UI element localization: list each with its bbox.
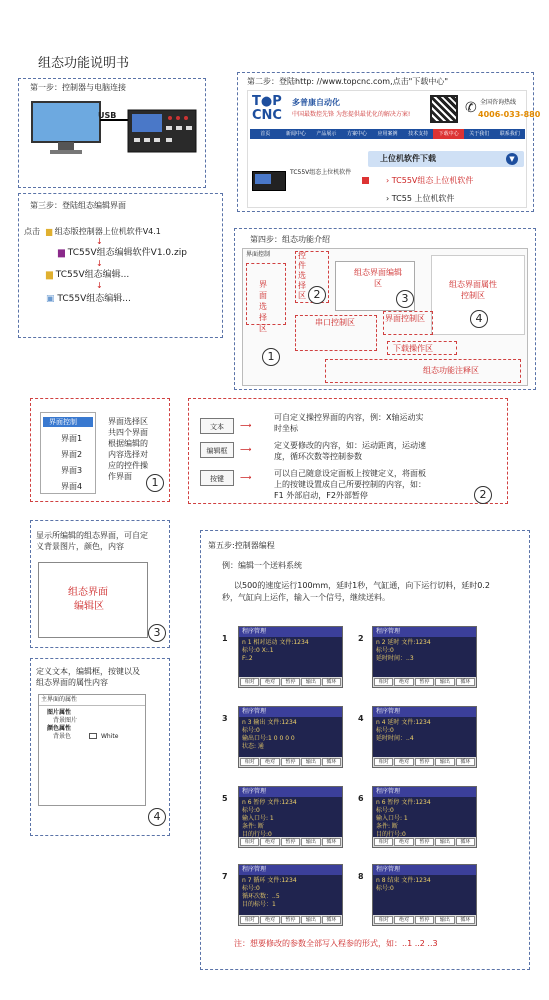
step3-title: 第三步：登陆组态编辑界面	[30, 201, 126, 210]
panel3-desc-1: 显示所编辑的组态界面，可自定	[36, 531, 148, 540]
softkey-button[interactable]: 绝对	[394, 758, 413, 766]
area-iface-label: 界面控制区	[385, 314, 425, 323]
softkey-button[interactable]: 绝对	[260, 678, 279, 686]
softkey-button[interactable]: 暂停	[415, 678, 434, 686]
site-slogan: 中国最数控先锋 为您提供最优化的解决方案!	[292, 111, 411, 118]
download-item-1-label: TC55V组态上位机软件	[391, 176, 474, 185]
step5-example: 例：编辑一个送料系统	[222, 561, 302, 570]
panel1-desc-3: 根据编辑的	[108, 439, 148, 448]
softkey-button[interactable]: 相对	[374, 678, 393, 686]
screen-softkeys	[239, 915, 342, 925]
screen-header: 程序管理	[373, 627, 476, 637]
panel3-desc-2: 义背景图片，颜色，内容	[36, 542, 124, 551]
screen-softkeys	[373, 677, 476, 687]
file-item-4[interactable]	[46, 294, 131, 305]
panel2-row1-desc-2: 时坐标	[274, 424, 298, 433]
site-logo-top: T●P	[252, 94, 282, 109]
softkey-button[interactable]: 相对	[374, 916, 393, 924]
tree-item[interactable]: 界面2	[61, 450, 83, 459]
softkey-button[interactable]: 绝对	[260, 838, 279, 846]
screen-line: F:.2	[242, 655, 253, 662]
softkey-button[interactable]: 暂停	[415, 838, 434, 846]
tree-control	[40, 412, 96, 494]
screen-header: 程序管理	[239, 707, 342, 717]
screen-line: n 6 暂停 文件:1234	[242, 799, 297, 806]
step5-desc-1: 以500的速度运行100mm，延时1秒，气缸通，向下运行切料，延时0.2	[234, 581, 490, 590]
screen-line: n 3 输出 文件:1234	[242, 719, 297, 726]
nav-item[interactable]: 产品展示	[316, 131, 337, 137]
screen-line: n 7 循环 文件:1234	[242, 877, 297, 884]
screen-line: 标号:0	[376, 647, 394, 654]
screen-body	[239, 875, 342, 915]
site-nav	[250, 129, 525, 139]
screen-line: 标号:0	[242, 807, 260, 814]
softkey-button[interactable]: 暂停	[281, 758, 300, 766]
softkey-button[interactable]: 循环	[456, 758, 475, 766]
step3-box	[18, 193, 223, 338]
step5-note: 注：想要修改的参数全部写入程参的形式，如：..1 ..2 ..3	[234, 939, 438, 948]
screen-line: 状态: 通	[242, 743, 264, 750]
marker-2: 2	[308, 286, 326, 304]
area-select-label: 界面选择区	[259, 280, 267, 333]
screen-body	[239, 637, 342, 677]
softkey-button[interactable]: 输出	[435, 838, 454, 846]
panel4-desc-2: 组态界面的属性内容	[36, 678, 108, 687]
panel2-row3-desc-1: 可以自己随意设定面板上按键定义，将面板	[274, 469, 426, 478]
file-item-1-label: 组态版控制器上位机软件V4.1	[54, 227, 161, 236]
file-item-4-label: TC55V组态编辑...	[57, 294, 131, 304]
screen-line: n 1 相对运动 文件:1234	[242, 639, 309, 646]
tree-item[interactable]: 界面4	[61, 482, 83, 491]
panel2-row2-desc-1: 定义要修改的内容，如：运动距离，运动速	[274, 441, 426, 450]
file-item-2[interactable]	[58, 248, 187, 259]
area-download-label: 下载操作区	[393, 344, 433, 353]
softkey-button[interactable]: 循环	[322, 678, 341, 686]
softkey-button[interactable]: 循环	[456, 678, 475, 686]
marker-4: 4	[470, 310, 488, 328]
archive-icon: ▆	[58, 248, 65, 258]
arrow-down-icon: ↓	[96, 281, 103, 290]
panel2-row3-desc-3: F1 外部启动，F2外部暂停	[274, 491, 368, 500]
screen-number: 5	[222, 794, 228, 803]
property-panel	[38, 694, 146, 806]
click-label: 点击	[24, 227, 40, 236]
screen-softkeys	[373, 837, 476, 847]
softkey-button[interactable]: 输出	[301, 758, 320, 766]
screen-header: 程序管理	[373, 865, 476, 875]
screen-number: 4	[358, 714, 364, 723]
softkey-button[interactable]: 相对	[240, 838, 259, 846]
editbox-control-sample: 编辑框	[200, 442, 234, 458]
qr-code-icon	[430, 95, 458, 123]
controller-thumbnail	[252, 171, 286, 191]
panel2-marker: 2	[474, 486, 492, 504]
screen-line: 输出口号:1 0 0 0 0	[242, 735, 295, 742]
softkey-button[interactable]: 相对	[374, 758, 393, 766]
softkey-button[interactable]: 绝对	[260, 758, 279, 766]
screen-line: 输入口号: 1	[242, 815, 274, 822]
panel1-marker: 1	[146, 474, 164, 492]
screen-softkeys	[373, 757, 476, 767]
screen-header: 程序管理	[239, 627, 342, 637]
device-label: TC55V组态上位机软件	[290, 169, 352, 176]
button-control-sample: 按键	[200, 470, 234, 486]
softkey-button[interactable]: 暂停	[281, 838, 300, 846]
softkey-button[interactable]: 相对	[374, 838, 393, 846]
panel2-row2-desc-2: 度，循环次数等控制参数	[274, 452, 362, 461]
screen-number: 8	[358, 872, 364, 881]
property-title: 主界面的属性	[41, 696, 78, 703]
monitor-icon	[32, 102, 100, 142]
computer-illustration	[28, 96, 203, 166]
download-title: 上位机软件下载	[380, 154, 436, 163]
screen-line: 标号:0 X:.1	[242, 647, 274, 654]
softkey-button[interactable]: 绝对	[260, 916, 279, 924]
softkey-button[interactable]: 相对	[240, 916, 259, 924]
area-serial-label: 串口控制区	[315, 318, 355, 327]
folder-icon: ▆	[46, 227, 53, 236]
application-icon: ▣	[46, 294, 55, 304]
softkey-button[interactable]: 循环	[322, 838, 341, 846]
screen-line: 标号:0	[376, 807, 394, 814]
screen-line: 循环次数：..5	[242, 893, 280, 900]
softkey-button[interactable]: 输出	[435, 678, 454, 686]
nav-item-download[interactable]: 下载中心	[433, 129, 464, 139]
arrow-right-icon: ⟶	[240, 445, 252, 454]
marker-3: 3	[396, 290, 414, 308]
panel4-desc-1: 定义文本，编辑框，按键以及	[36, 667, 140, 676]
screen-number: 6	[358, 794, 364, 803]
nav-item[interactable]: 首页	[260, 131, 271, 137]
file-item-3-label: TC55V组态编辑...	[55, 270, 130, 280]
program-screen	[238, 864, 343, 926]
panel3-marker: 3	[148, 624, 166, 642]
page-title: 组态功能说明书	[38, 56, 130, 71]
screen-body	[239, 797, 342, 837]
softkey-button[interactable]: 暂停	[281, 916, 300, 924]
screen-line: 标号:0	[376, 885, 394, 892]
screen-line: 延时时间：..4	[376, 735, 414, 742]
property-bg-color[interactable]: 背景色	[53, 733, 72, 740]
softkey-button[interactable]: 相对	[240, 678, 259, 686]
phone-icon: ✆	[465, 100, 477, 116]
screen-softkeys	[239, 677, 342, 687]
screen-body	[373, 797, 476, 837]
download-item-2-label: TC55 上位机软件	[391, 194, 455, 203]
softkey-button[interactable]: 绝对	[394, 916, 413, 924]
nav-item[interactable]: 关于我们	[469, 131, 490, 137]
website-screenshot	[247, 90, 541, 208]
download-item-1[interactable]: › TC55V组态上位机软件	[386, 176, 474, 185]
screen-number: 1	[222, 634, 228, 643]
program-screen	[372, 786, 477, 848]
panel1-desc-2: 共四个界面	[108, 428, 148, 437]
marker-1: 1	[262, 348, 280, 366]
program-screen	[238, 706, 343, 768]
usb-label: USB	[98, 111, 117, 120]
screen-body	[373, 717, 476, 757]
softkey-button[interactable]: 循环	[456, 916, 475, 924]
screen-line: 条件: 断	[242, 823, 264, 830]
screen-number: 7	[222, 872, 228, 881]
screen-number: 3	[222, 714, 228, 723]
screen-line: 标号:0	[242, 727, 260, 734]
softkey-button[interactable]: 循环	[322, 758, 341, 766]
step5-title: 第五步:控制器编程	[208, 541, 275, 550]
screen-body	[373, 637, 476, 677]
program-screen	[238, 626, 343, 688]
step5-desc-2: 秒，气缸向上运作，输入一个信号，继续送料。	[222, 593, 390, 602]
screen-line: n 8 结束 文件:1234	[376, 877, 431, 884]
folder-icon: ▆	[46, 270, 53, 280]
step1-title: 第一步：控制器与电脑连接	[30, 83, 126, 92]
softkey-button[interactable]: 循环	[456, 838, 475, 846]
tree-item[interactable]: 界面3	[61, 466, 83, 475]
screen-softkeys	[373, 915, 476, 925]
screen-header: 程序管理	[373, 707, 476, 717]
program-screen	[238, 786, 343, 848]
arrow-right-icon: ⟶	[240, 421, 252, 430]
softkey-button[interactable]: 输出	[301, 916, 320, 924]
chevron-down-icon[interactable]: ▼	[506, 153, 518, 165]
nav-item[interactable]: 方案中心	[346, 131, 367, 137]
screen-body	[239, 717, 342, 757]
program-screen	[372, 626, 477, 688]
softkey-button[interactable]: 绝对	[394, 838, 413, 846]
panel1-desc-1: 界面选择区	[108, 417, 148, 426]
color-swatch[interactable]	[89, 733, 97, 739]
panel3-box-text-2: 编辑区	[74, 601, 104, 612]
screen-line: 目的行号:0	[376, 831, 406, 837]
softkey-button[interactable]: 输出	[435, 758, 454, 766]
screen-softkeys	[239, 837, 342, 847]
screen-line: n 6 暂停 文件:1234	[376, 799, 431, 806]
nav-item[interactable]: 技术支持	[408, 131, 429, 137]
screen-line: n 2 延时 文件:1234	[376, 639, 431, 646]
screen-body	[373, 875, 476, 915]
screen-number: 2	[358, 634, 364, 643]
screen-header: 程序管理	[239, 865, 342, 875]
screen-header: 程序管理	[373, 787, 476, 797]
panel2-row1-desc-1: 可自定义操控界面的内容，例：X轴运动实	[274, 413, 424, 422]
softkey-button[interactable]: 输出	[435, 916, 454, 924]
softkey-button[interactable]: 暂停	[281, 678, 300, 686]
site-logo-bottom: CNC	[252, 108, 282, 123]
program-screen	[372, 864, 477, 926]
tree-root[interactable]: 界面控制	[43, 417, 93, 427]
screen-line: 标号:0	[242, 885, 260, 892]
step4-title: 第四步：组态功能介绍	[250, 235, 330, 244]
property-group-image[interactable]: 图片属性	[47, 709, 72, 716]
screen-line: 条件: 断	[376, 823, 398, 830]
screen-line: 延时时间：..3	[376, 655, 414, 662]
file-item-2-label: TC55V组态编辑软件V1.0.zip	[67, 248, 187, 258]
property-group-color[interactable]: 颜色属性	[47, 725, 72, 732]
download-item-2[interactable]: › TC55 上位机软件	[386, 194, 455, 203]
screen-line: 输入口号: 1	[376, 815, 408, 822]
text-control-sample: 文本	[200, 418, 234, 434]
softkey-button[interactable]: 暂停	[415, 758, 434, 766]
file-item-1[interactable]	[46, 226, 161, 237]
tree-item[interactable]: 界面1	[61, 434, 83, 443]
editor-title: 界面控制	[246, 251, 271, 258]
arrow-right-icon: ⟶	[240, 473, 252, 482]
download-marker-icon	[362, 177, 369, 184]
softkey-button[interactable]: 相对	[240, 758, 259, 766]
area-attr-label: 组态界面属性控制区	[449, 280, 497, 300]
panel1-desc-5: 应的控件操	[108, 461, 148, 470]
screen-softkeys	[239, 757, 342, 767]
panel2-row3-desc-2: 上的按键设置成自己所要控制的内容，如：	[274, 480, 426, 489]
step2-title: 第二步：登陆http: //www.topcnc.com,点击"下载中心"	[247, 77, 448, 86]
softkey-button[interactable]: 循环	[322, 916, 341, 924]
download-header	[368, 151, 524, 167]
arrow-down-icon: ↓	[96, 259, 103, 268]
nav-item[interactable]: 新闻中心	[285, 131, 306, 137]
property-bg-image[interactable]: 背景图片	[53, 717, 78, 724]
site-company: 多普康自动化	[292, 98, 340, 107]
softkey-button[interactable]: 暂停	[415, 916, 434, 924]
softkey-button[interactable]: 输出	[301, 678, 320, 686]
area-edit-label: 组态界面编辑区	[354, 268, 402, 288]
program-screen	[372, 706, 477, 768]
panel1-desc-6: 作界面	[108, 472, 132, 481]
nav-item[interactable]: 联系我们	[499, 131, 520, 137]
screen-line: 标号:0	[376, 727, 394, 734]
softkey-button[interactable]: 绝对	[394, 678, 413, 686]
panel1-desc-4: 内容选择对	[108, 450, 148, 459]
hotline-label: 全国咨询热线	[480, 99, 517, 106]
area-control-label: 控件选择区	[298, 251, 306, 300]
panel3-box-text-1: 组态界面	[68, 587, 108, 598]
screen-line: 目的标号：1	[242, 901, 276, 908]
hotline-number: 4006-033-880	[478, 110, 541, 119]
panel4-marker: 4	[148, 808, 166, 826]
file-item-3[interactable]	[46, 270, 129, 281]
nav-item[interactable]: 应用案例	[377, 131, 398, 137]
property-color-value: White	[101, 733, 119, 740]
screen-header: 程序管理	[239, 787, 342, 797]
screen-line: 目的行号:0	[242, 831, 272, 837]
arrow-down-icon: ↓	[96, 237, 103, 246]
screen-line: n 4 延时 文件:1234	[376, 719, 431, 726]
property-divider	[39, 705, 145, 706]
area-notes-label: 组态功能注释区	[423, 366, 479, 375]
softkey-button[interactable]: 输出	[301, 838, 320, 846]
